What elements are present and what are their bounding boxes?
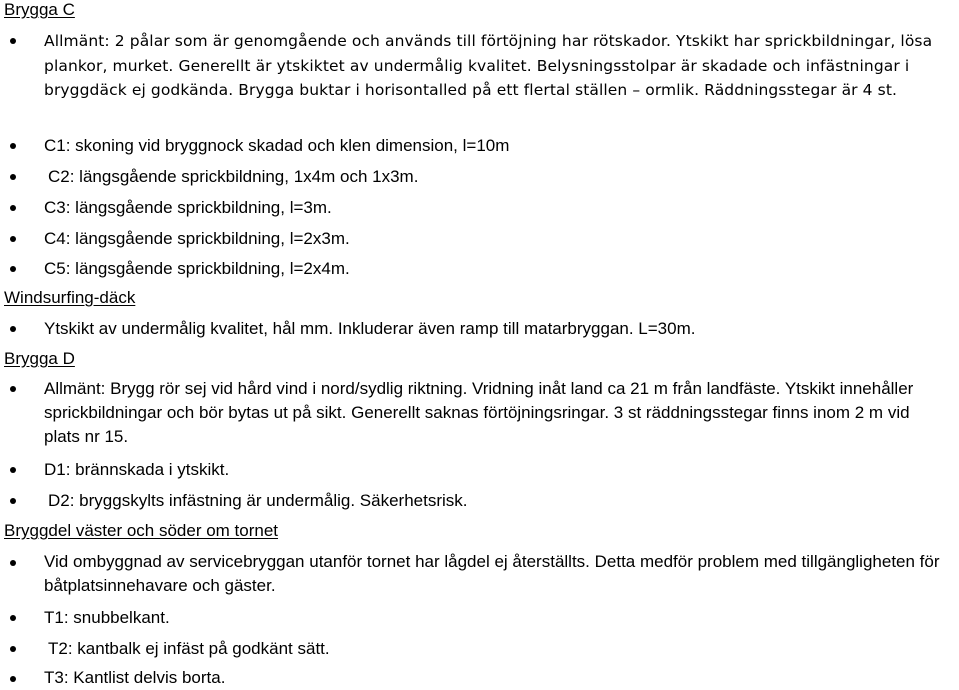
bullet-icon [10, 266, 16, 272]
bullet-icon [10, 560, 16, 566]
list-item-c3: C3: längsgående sprickbildning, l=3m. [44, 198, 332, 217]
bullet-icon [10, 174, 16, 180]
list-item-t3: T3: Kantlist delvis borta. [44, 668, 226, 687]
list-item-windsurfing: Ytskikt av undermålig kvalitet, hål mm. Inkluderar även ramp till matarbryggan. L=30m. [44, 319, 696, 338]
list-item-brygga-c-general: Allmänt: 2 pålar som är genomgående och används till förtöjning har rötskador. Ytskikt har sprickbildningar, lösa plankor, murket. Generellt är ytskiktet av undermålig kvalitet. Belysningsstolpar är skadade och infästningar i bryggdäck ej godkända. Brygga buktar i horisontalled på ett flertal ställen – ormlik. Räddningsstegar är 4 st. [44, 32, 933, 99]
bullet-icon [10, 326, 16, 332]
list-item-c5: C5: längsgående sprickbildning, l=2x4m. [44, 259, 350, 278]
section-heading-brygga-c: Brygga C [4, 0, 75, 19]
list-item-d2: D2: bryggskylts infästning är undermålig. Säkerhetsrisk. [48, 491, 468, 510]
list-item-t2: T2: kantbalk ej infäst på godkänt sätt. [48, 639, 330, 658]
bullet-icon [10, 646, 16, 652]
bullet-icon [10, 615, 16, 621]
section-heading-bryggdel-vaster: Bryggdel väster och söder om tornet [4, 521, 279, 540]
bullet-icon [10, 38, 16, 44]
list-item-d1: D1: brännskada i ytskikt. [44, 460, 230, 479]
list-item-brygga-d-general: Allmänt: Brygg rör sej vid hård vind i nord/sydlig riktning. Vridning inåt land ca 21 m från landfäste. Ytskikt innehåller sprickbildningar och bör bytas ut på sikt. Generellt saknas förtöjningsringar. 3 st räddningsstegar finns inom 2 m vid plats nr 15. [44, 379, 914, 446]
list-item-c2: C2: längsgående sprickbildning, 1x4m och 1x3m. [48, 167, 419, 186]
list-item-c1: C1: skoning vid bryggnock skadad och klen dimension, l=10m [44, 136, 510, 155]
bullet-icon [10, 467, 16, 473]
section-heading-brygga-d: Brygga D [4, 349, 75, 368]
list-item-t1: T1: snubbelkant. [44, 608, 170, 627]
bullet-icon [10, 236, 16, 242]
bullet-icon [10, 143, 16, 149]
bullet-icon [10, 386, 16, 392]
list-item-c4: C4: längsgående sprickbildning, l=2x3m. [44, 229, 350, 248]
list-item-bryggdel-general: Vid ombyggnad av servicebryggan utanför tornet har lågdel ej återställts. Detta medför problem med tillgängligheten för båtplatsinnehavare och gäster. [44, 552, 940, 595]
bullet-icon [10, 498, 16, 504]
bullet-icon [10, 205, 16, 211]
section-heading-windsurfing-dack: Windsurfing-däck [4, 288, 136, 307]
bullet-icon [10, 676, 16, 682]
